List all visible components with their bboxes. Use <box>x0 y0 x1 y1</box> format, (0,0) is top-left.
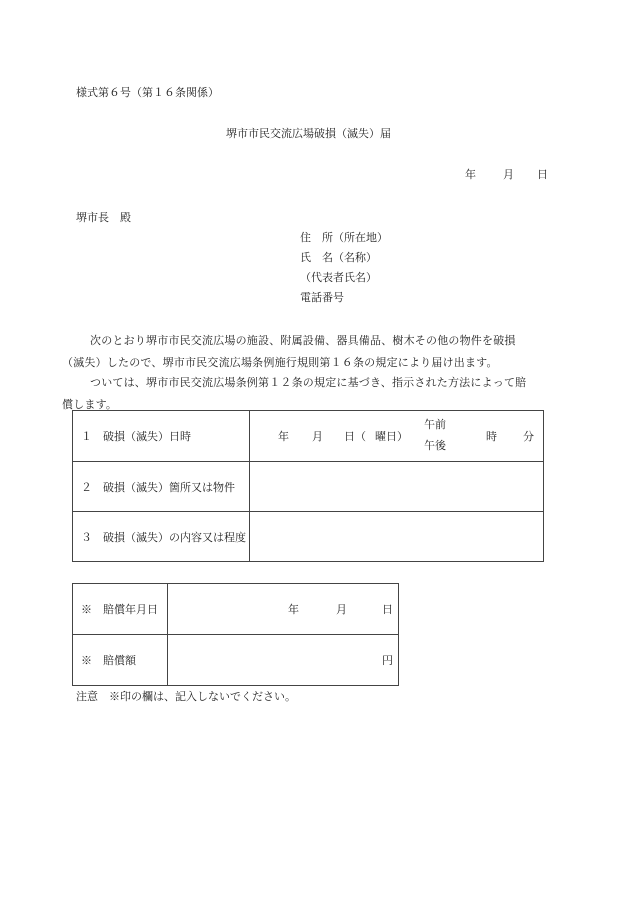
form-number: 様式第６号（第１６条関係） <box>76 86 219 99</box>
damage-am-label: 午前 <box>424 418 446 431</box>
compensation-amount-field[interactable] <box>168 635 399 686</box>
note: 注意 ※印の欄は、記入しないでください。 <box>76 690 296 703</box>
applicant-address-label: 住 所（所在地） <box>300 231 388 244</box>
applicant-name-label: 氏 名（名称） <box>300 251 377 264</box>
body-paragraph-1 <box>62 330 546 374</box>
table-row <box>73 462 544 512</box>
damage-detail-label: ３ 破損（滅失）の内容又は程度 <box>73 512 250 562</box>
compensation-amount-label: ※ 賠償額 <box>73 635 168 686</box>
compensation-day-label: 日 <box>382 603 393 616</box>
addressee: 堺市長 殿 <box>76 211 131 224</box>
applicant-representative-label: （代表者氏名） <box>300 271 377 284</box>
compensation-year-label: 年 <box>288 603 299 616</box>
page-title: 堺市市民交流広場破損（滅失）届 <box>226 127 391 140</box>
damage-datetime-field[interactable] <box>250 411 544 462</box>
damage-datetime-label: １ 破損（滅失）日時 <box>73 411 250 462</box>
compensation-date-field[interactable] <box>168 584 399 635</box>
body-p1-line2: （滅失）したので、堺市市民交流広場条例施行規則第１６条の規定により届け出ます。 <box>62 356 498 369</box>
date-day-label: 日 <box>537 168 548 181</box>
compensation-yen-label: 円 <box>382 654 393 667</box>
date-year-label: 年 <box>465 168 476 181</box>
damage-year-label: 年 <box>278 430 289 443</box>
compensation-table <box>72 583 399 686</box>
table-row <box>73 584 399 635</box>
damage-location-label: ２ 破損（滅失）箇所又は物件 <box>73 462 250 512</box>
body-p1-line1: 次のとおり堺市市民交流広場の施設、附属設備、器具備品、樹木その他の物件を破損 <box>90 334 516 347</box>
compensation-date-label: ※ 賠償年月日 <box>73 584 168 635</box>
table-row <box>73 411 544 462</box>
table-row <box>73 635 399 686</box>
damage-weekday-label: 曜日） <box>375 430 408 443</box>
damage-minute-label: 分 <box>523 430 534 443</box>
compensation-month-label: 月 <box>336 603 347 616</box>
applicant-phone-label: 電話番号 <box>300 291 344 304</box>
damage-detail-field[interactable] <box>250 512 544 562</box>
damage-pm-label: 午後 <box>424 439 446 452</box>
body-p2-line2: 償します。 <box>62 398 118 411</box>
damage-location-field[interactable] <box>250 462 544 512</box>
table-row <box>73 512 544 562</box>
body-p2-line1: ついては、堺市市民交流広場条例第１２条の規定に基づき、指示された方法によって賠 <box>90 376 527 389</box>
date-month-label: 月 <box>503 168 514 181</box>
damage-day-label: 日（ <box>344 430 366 443</box>
damage-hour-label: 時 <box>486 430 497 443</box>
damage-month-label: 月 <box>312 430 323 443</box>
damage-table <box>72 410 544 562</box>
